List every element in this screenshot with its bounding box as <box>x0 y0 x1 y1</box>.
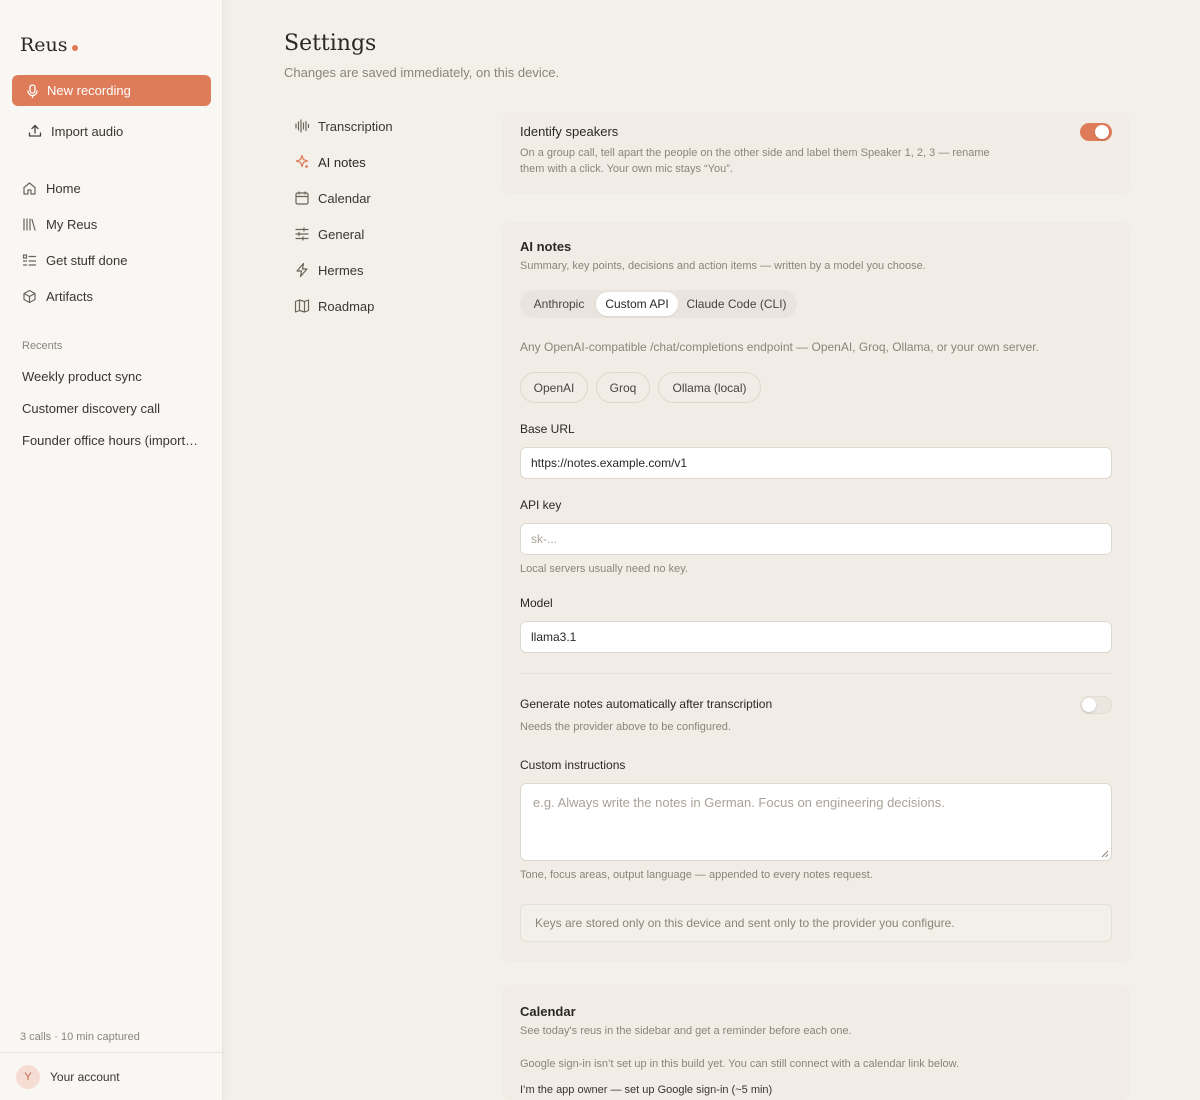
setup-google-link[interactable]: I’m the app owner — set up Google sign-in (~5 min) <box>520 1084 773 1096</box>
home-icon <box>22 181 37 196</box>
upload-icon <box>28 124 42 138</box>
calendar-title: Calendar <box>520 1004 576 1019</box>
library-icon <box>22 217 37 232</box>
identify-speakers-title: Identify speakers <box>520 124 619 139</box>
sidebar-item-label: Artifacts <box>46 288 93 304</box>
brand-logo[interactable] <box>20 34 78 56</box>
sidebar-item-get-stuff-done[interactable] <box>22 249 127 271</box>
tab-label: Roadmap <box>318 298 375 314</box>
sidebar-item-home[interactable] <box>22 177 81 199</box>
calendar-icon <box>294 190 310 206</box>
preset-groq[interactable]: Groq <box>596 372 650 403</box>
tab-label: Transcription <box>318 118 393 134</box>
base-url-label: Base URL <box>520 422 575 436</box>
tab-transcription[interactable] <box>294 116 393 136</box>
sidebar <box>0 0 223 1100</box>
api-key-input[interactable]: sk-... <box>520 523 1112 555</box>
identify-speakers-desc: On a group call, tell apart the people on the other side and label them Speaker 1, 2, 3 — rename <box>520 147 990 159</box>
calendar-desc: See today's reus in the sidebar and get a reminder before each one. <box>520 1025 852 1037</box>
provider-option-anthropic[interactable]: Anthropic <box>533 297 585 311</box>
tab-hermes[interactable] <box>294 260 364 280</box>
bolt-icon <box>294 262 310 278</box>
base-url-input[interactable]: https://notes.example.com/v1 <box>520 447 1112 479</box>
identify-speakers-desc: them with a click. Your own mic stays “You”. <box>520 163 733 175</box>
sidebar-item-label: Home <box>46 180 81 196</box>
preset-ollama[interactable]: Ollama (local) <box>658 372 761 403</box>
recent-item[interactable]: Weekly product sync <box>22 369 142 384</box>
api-key-hint: Local servers usually need no key. <box>520 563 688 575</box>
custom-instructions-placeholder: e.g. Always write the notes in German. Focus on engineering decisions. <box>533 795 945 810</box>
tab-label: Calendar <box>318 190 371 206</box>
box-icon <box>22 289 37 304</box>
sidebar-item-artifacts[interactable] <box>22 285 93 307</box>
waveform-icon <box>294 118 310 134</box>
tab-ai-notes[interactable] <box>294 152 366 172</box>
tab-label: AI notes <box>318 154 366 170</box>
resize-grip-icon[interactable] <box>1101 850 1109 858</box>
custom-instructions-textarea[interactable] <box>520 783 1112 861</box>
tab-roadmap[interactable] <box>294 296 374 316</box>
checklist-icon <box>22 253 37 268</box>
endpoint-desc: Any OpenAI-compatible /chat/completions endpoint — OpenAI, Groq, Ollama, or your own server. <box>520 340 1039 354</box>
auto-generate-toggle[interactable] <box>1080 696 1112 714</box>
sliders-icon <box>294 226 310 242</box>
toggle-knob <box>1082 698 1096 712</box>
recent-item[interactable]: Founder office hours (import… <box>22 433 199 448</box>
sidebar-item-label: My Reus <box>46 216 98 232</box>
tab-label: Hermes <box>318 262 364 278</box>
custom-instructions-hint: Tone, focus areas, output language — appended to every notes request. <box>520 869 873 881</box>
new-recording-label: New recording <box>47 83 131 98</box>
model-input[interactable]: llama3.1 <box>520 621 1112 653</box>
divider <box>520 673 1112 674</box>
api-key-label: API key <box>520 498 562 512</box>
map-icon <box>294 298 310 314</box>
sidebar-item-label: Get stuff done <box>46 252 128 268</box>
security-notice: Keys are stored only on this device and sent only to the provider you configure. <box>520 904 1112 942</box>
preset-openai[interactable]: OpenAI <box>520 372 588 403</box>
calendar-card <box>502 985 1130 1100</box>
brand-name: Reus <box>20 34 68 56</box>
tab-calendar[interactable] <box>294 188 371 208</box>
usage-stats: 3 calls · 10 min captured <box>20 1031 140 1043</box>
toggle-knob <box>1095 125 1109 139</box>
sidebar-item-my-reus[interactable] <box>22 213 97 235</box>
ai-notes-title: AI notes <box>520 239 572 254</box>
custom-instructions-label: Custom instructions <box>520 758 626 772</box>
sparkle-icon <box>294 154 310 170</box>
identify-speakers-toggle[interactable] <box>1080 123 1112 141</box>
provider-option-claude-code[interactable]: Claude Code (CLI) <box>686 297 787 311</box>
page-subtitle: Changes are saved immediately, on this device. <box>284 65 560 80</box>
model-label: Model <box>520 596 553 610</box>
microphone-icon <box>26 84 39 98</box>
auto-generate-hint: Needs the provider above to be configured. <box>520 721 731 733</box>
brand-dot <box>72 45 78 51</box>
recent-item[interactable]: Customer discovery call <box>22 401 160 416</box>
import-audio-button[interactable] <box>28 120 123 142</box>
provider-option-custom-api[interactable]: Custom API <box>596 292 678 316</box>
tab-general[interactable] <box>294 224 364 244</box>
page-title: Settings <box>284 31 377 56</box>
auto-generate-title: Generate notes automatically after transcription <box>520 697 773 711</box>
import-audio-label: Import audio <box>51 123 124 139</box>
ai-notes-desc: Summary, key points, decisions and action items — written by a model you choose. <box>520 260 926 272</box>
tab-label: General <box>318 226 365 242</box>
account-button[interactable] <box>0 1052 222 1100</box>
provider-selector <box>520 290 797 318</box>
google-notice: Google sign-in isn’t set up in this build yet. You can still connect with a calendar link below. <box>520 1058 960 1070</box>
new-recording-button[interactable] <box>12 75 211 106</box>
account-label: Your account <box>50 1069 120 1084</box>
recents-heading: Recents <box>22 340 63 352</box>
avatar: Y <box>16 1065 40 1089</box>
